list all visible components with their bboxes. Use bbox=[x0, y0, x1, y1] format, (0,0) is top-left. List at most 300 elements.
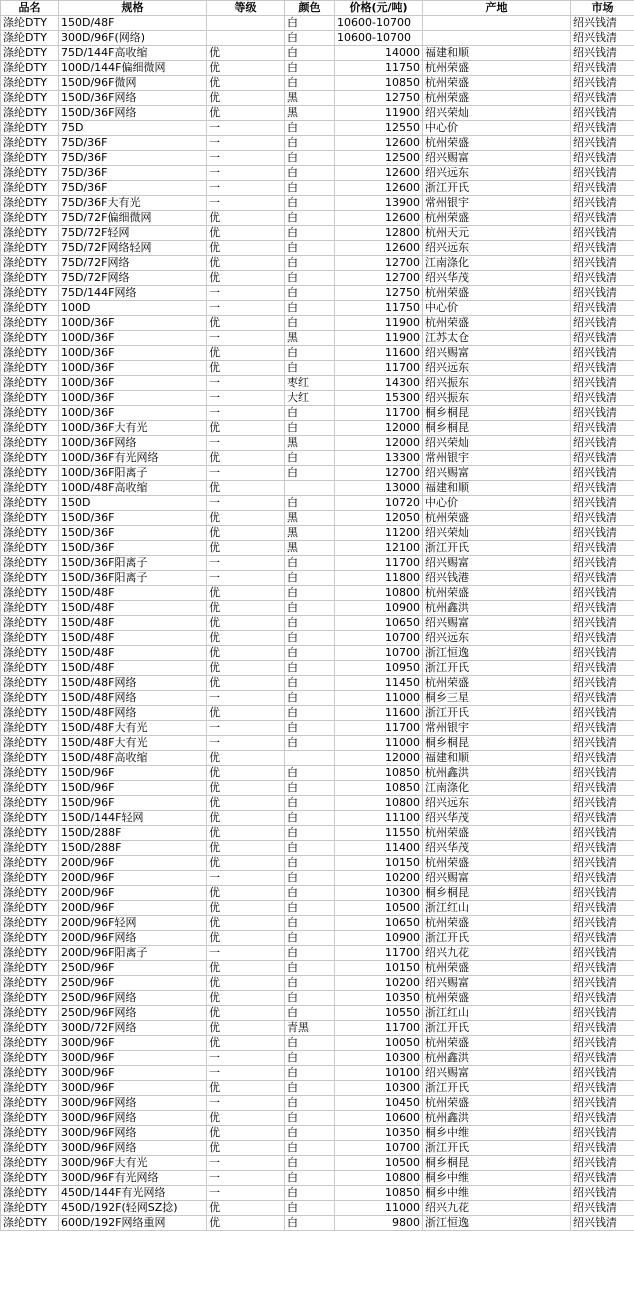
cell-product: 涤纶DTY bbox=[1, 751, 59, 766]
cell-product: 涤纶DTY bbox=[1, 436, 59, 451]
cell-market: 绍兴钱清 bbox=[571, 256, 634, 271]
cell-spec: 150D/48F bbox=[59, 586, 207, 601]
cell-market: 绍兴钱清 bbox=[571, 1126, 634, 1141]
cell-origin: 杭州荣盛 bbox=[423, 211, 571, 226]
cell-origin: 杭州鑫洪 bbox=[423, 1111, 571, 1126]
cell-origin: 杭州荣盛 bbox=[423, 586, 571, 601]
cell-color: 白 bbox=[285, 796, 335, 811]
cell-origin: 杭州荣盛 bbox=[423, 826, 571, 841]
cell-price: 13300 bbox=[335, 451, 423, 466]
cell-product: 涤纶DTY bbox=[1, 841, 59, 856]
cell-origin: 绍兴华茂 bbox=[423, 841, 571, 856]
cell-origin: 福建和顺 bbox=[423, 751, 571, 766]
cell-color: 白 bbox=[285, 166, 335, 181]
table-row bbox=[1, 181, 634, 196]
table-body bbox=[1, 16, 634, 1231]
cell-market: 绍兴钱清 bbox=[571, 1021, 634, 1036]
cell-grade: 一 bbox=[207, 196, 285, 211]
cell-origin: 杭州荣盛 bbox=[423, 316, 571, 331]
cell-spec: 150D/48F大有光 bbox=[59, 721, 207, 736]
table-row bbox=[1, 916, 634, 931]
cell-market: 绍兴钱清 bbox=[571, 496, 634, 511]
cell-color: 白 bbox=[285, 871, 335, 886]
cell-market: 绍兴钱清 bbox=[571, 286, 634, 301]
cell-product: 涤纶DTY bbox=[1, 1156, 59, 1171]
cell-color: 白 bbox=[285, 76, 335, 91]
cell-color: 白 bbox=[285, 121, 335, 136]
cell-origin: 常州银宇 bbox=[423, 451, 571, 466]
cell-price: 11450 bbox=[335, 676, 423, 691]
cell-market: 绍兴钱清 bbox=[571, 841, 634, 856]
cell-spec: 200D/96F轻网 bbox=[59, 916, 207, 931]
cell-grade: 优 bbox=[207, 1216, 285, 1231]
cell-product: 涤纶DTY bbox=[1, 286, 59, 301]
cell-spec: 150D/288F bbox=[59, 841, 207, 856]
cell-price: 10350 bbox=[335, 991, 423, 1006]
table-row bbox=[1, 226, 634, 241]
cell-color: 白 bbox=[285, 1186, 335, 1201]
cell-market: 绍兴钱清 bbox=[571, 856, 634, 871]
table-row bbox=[1, 1111, 634, 1126]
cell-spec: 150D/36F网络 bbox=[59, 91, 207, 106]
cell-market: 绍兴钱清 bbox=[571, 451, 634, 466]
cell-color: 白 bbox=[285, 361, 335, 376]
cell-price: 11700 bbox=[335, 946, 423, 961]
cell-price: 11700 bbox=[335, 406, 423, 421]
cell-color: 白 bbox=[285, 181, 335, 196]
cell-origin: 中心价 bbox=[423, 301, 571, 316]
cell-grade: 一 bbox=[207, 571, 285, 586]
cell-color: 白 bbox=[285, 46, 335, 61]
cell-market: 绍兴钱清 bbox=[571, 631, 634, 646]
cell-product: 涤纶DTY bbox=[1, 1081, 59, 1096]
cell-spec: 250D/96F bbox=[59, 976, 207, 991]
cell-spec: 300D/72F网络 bbox=[59, 1021, 207, 1036]
cell-spec: 300D/96F bbox=[59, 1051, 207, 1066]
cell-price: 10650 bbox=[335, 916, 423, 931]
cell-color: 白 bbox=[285, 1171, 335, 1186]
cell-market: 绍兴钱清 bbox=[571, 331, 634, 346]
cell-spec: 150D/48F bbox=[59, 661, 207, 676]
cell-spec: 100D/36F有光网络 bbox=[59, 451, 207, 466]
cell-color: 白 bbox=[285, 16, 335, 31]
cell-color: 白 bbox=[285, 1141, 335, 1156]
cell-spec: 150D/48F bbox=[59, 631, 207, 646]
cell-origin: 杭州天元 bbox=[423, 226, 571, 241]
cell-color: 白 bbox=[285, 421, 335, 436]
cell-color: 白 bbox=[285, 1096, 335, 1111]
table-row bbox=[1, 781, 634, 796]
table-row bbox=[1, 751, 634, 766]
table-row bbox=[1, 286, 634, 301]
table-row bbox=[1, 766, 634, 781]
table-row bbox=[1, 736, 634, 751]
cell-price: 11700 bbox=[335, 1021, 423, 1036]
cell-color: 黑 bbox=[285, 526, 335, 541]
cell-grade: 一 bbox=[207, 301, 285, 316]
cell-product: 涤纶DTY bbox=[1, 1036, 59, 1051]
cell-color: 白 bbox=[285, 1051, 335, 1066]
table-row bbox=[1, 796, 634, 811]
table-row bbox=[1, 46, 634, 61]
cell-product: 涤纶DTY bbox=[1, 1111, 59, 1126]
cell-color: 白 bbox=[285, 931, 335, 946]
cell-spec: 250D/96F网络 bbox=[59, 991, 207, 1006]
header-row bbox=[1, 1, 634, 16]
cell-grade: 优 bbox=[207, 61, 285, 76]
cell-price: 10700 bbox=[335, 1141, 423, 1156]
cell-spec: 150D bbox=[59, 496, 207, 511]
cell-grade: 优 bbox=[207, 676, 285, 691]
table-row bbox=[1, 661, 634, 676]
cell-grade: 优 bbox=[207, 1141, 285, 1156]
cell-spec: 75D/72F轻网 bbox=[59, 226, 207, 241]
cell-spec: 450D/192F(轻网SZ捻) bbox=[59, 1201, 207, 1216]
table-row bbox=[1, 496, 634, 511]
cell-origin: 杭州荣盛 bbox=[423, 286, 571, 301]
cell-price: 12000 bbox=[335, 421, 423, 436]
cell-product: 涤纶DTY bbox=[1, 661, 59, 676]
cell-origin: 浙江红山 bbox=[423, 901, 571, 916]
cell-grade: 优 bbox=[207, 46, 285, 61]
cell-color: 白 bbox=[285, 616, 335, 631]
cell-market: 绍兴钱清 bbox=[571, 1111, 634, 1126]
cell-spec: 75D/144F网络 bbox=[59, 286, 207, 301]
cell-price: 11000 bbox=[335, 691, 423, 706]
cell-price: 10550 bbox=[335, 1006, 423, 1021]
cell-color: 白 bbox=[285, 586, 335, 601]
cell-spec: 100D/36F bbox=[59, 391, 207, 406]
cell-grade: 一 bbox=[207, 391, 285, 406]
cell-price: 15300 bbox=[335, 391, 423, 406]
table-row bbox=[1, 601, 634, 616]
cell-color: 白 bbox=[285, 946, 335, 961]
cell-market: 绍兴钱清 bbox=[571, 91, 634, 106]
table-row bbox=[1, 136, 634, 151]
table-row bbox=[1, 1201, 634, 1216]
cell-spec: 150D/96F微网 bbox=[59, 76, 207, 91]
cell-grade: 优 bbox=[207, 841, 285, 856]
cell-product: 涤纶DTY bbox=[1, 76, 59, 91]
cell-market: 绍兴钱清 bbox=[571, 136, 634, 151]
cell-price: 12600 bbox=[335, 241, 423, 256]
cell-origin: 杭州荣盛 bbox=[423, 136, 571, 151]
cell-color: 白 bbox=[285, 661, 335, 676]
cell-grade: 一 bbox=[207, 1066, 285, 1081]
cell-grade: 优 bbox=[207, 931, 285, 946]
cell-spec: 600D/192F网络重网 bbox=[59, 1216, 207, 1231]
table-row bbox=[1, 646, 634, 661]
cell-price: 10650 bbox=[335, 616, 423, 631]
cell-price: 10350 bbox=[335, 1126, 423, 1141]
cell-price: 12800 bbox=[335, 226, 423, 241]
cell-price: 10150 bbox=[335, 856, 423, 871]
cell-price: 11200 bbox=[335, 526, 423, 541]
cell-grade: 优 bbox=[207, 541, 285, 556]
cell-market: 绍兴钱清 bbox=[571, 796, 634, 811]
cell-market: 绍兴钱清 bbox=[571, 1081, 634, 1096]
table-row bbox=[1, 421, 634, 436]
cell-spec: 150D/36F bbox=[59, 541, 207, 556]
cell-price: 10150 bbox=[335, 961, 423, 976]
cell-color bbox=[285, 751, 335, 766]
cell-color: 白 bbox=[285, 901, 335, 916]
cell-color: 白 bbox=[285, 1156, 335, 1171]
table-row bbox=[1, 91, 634, 106]
table-row bbox=[1, 346, 634, 361]
cell-origin: 绍兴钱港 bbox=[423, 571, 571, 586]
cell-market: 绍兴钱清 bbox=[571, 1036, 634, 1051]
cell-market: 绍兴钱清 bbox=[571, 181, 634, 196]
cell-color: 白 bbox=[285, 706, 335, 721]
header-origin: 产地 bbox=[423, 1, 571, 16]
cell-origin: 绍兴九花 bbox=[423, 946, 571, 961]
cell-product: 涤纶DTY bbox=[1, 826, 59, 841]
cell-origin: 浙江恒逸 bbox=[423, 646, 571, 661]
cell-price: 10200 bbox=[335, 976, 423, 991]
cell-origin: 杭州荣盛 bbox=[423, 916, 571, 931]
cell-color: 白 bbox=[285, 646, 335, 661]
cell-color: 白 bbox=[285, 631, 335, 646]
cell-market: 绍兴钱清 bbox=[571, 1066, 634, 1081]
table-row bbox=[1, 301, 634, 316]
cell-color: 白 bbox=[285, 961, 335, 976]
cell-price: 10900 bbox=[335, 601, 423, 616]
cell-price: 12750 bbox=[335, 91, 423, 106]
cell-color: 白 bbox=[285, 1201, 335, 1216]
cell-origin: 绍兴赐富 bbox=[423, 151, 571, 166]
cell-origin: 绍兴赐富 bbox=[423, 1066, 571, 1081]
cell-origin bbox=[423, 16, 571, 31]
cell-market: 绍兴钱清 bbox=[571, 1201, 634, 1216]
cell-grade: 一 bbox=[207, 946, 285, 961]
cell-color: 黑 bbox=[285, 541, 335, 556]
cell-grade: 优 bbox=[207, 271, 285, 286]
cell-product: 涤纶DTY bbox=[1, 976, 59, 991]
cell-product: 涤纶DTY bbox=[1, 151, 59, 166]
table-row bbox=[1, 976, 634, 991]
cell-price: 12600 bbox=[335, 136, 423, 151]
cell-grade: 一 bbox=[207, 136, 285, 151]
cell-market: 绍兴钱清 bbox=[571, 196, 634, 211]
cell-price: 11100 bbox=[335, 811, 423, 826]
cell-price: 10900 bbox=[335, 931, 423, 946]
cell-product: 涤纶DTY bbox=[1, 1201, 59, 1216]
cell-product: 涤纶DTY bbox=[1, 91, 59, 106]
cell-grade: 优 bbox=[207, 106, 285, 121]
cell-market: 绍兴钱清 bbox=[571, 61, 634, 76]
table-row bbox=[1, 901, 634, 916]
cell-origin: 杭州荣盛 bbox=[423, 991, 571, 1006]
cell-market: 绍兴钱清 bbox=[571, 676, 634, 691]
cell-price: 10100 bbox=[335, 1066, 423, 1081]
cell-product: 涤纶DTY bbox=[1, 196, 59, 211]
cell-spec: 300D/96F有光网络 bbox=[59, 1171, 207, 1186]
cell-product: 涤纶DTY bbox=[1, 631, 59, 646]
table-row bbox=[1, 481, 634, 496]
cell-spec: 75D/72F网络 bbox=[59, 271, 207, 286]
cell-color: 白 bbox=[285, 151, 335, 166]
cell-price: 11700 bbox=[335, 556, 423, 571]
cell-grade: 优 bbox=[207, 1081, 285, 1096]
cell-product: 涤纶DTY bbox=[1, 1171, 59, 1186]
cell-product: 涤纶DTY bbox=[1, 1186, 59, 1201]
cell-grade: 优 bbox=[207, 796, 285, 811]
cell-price: 11600 bbox=[335, 706, 423, 721]
cell-market: 绍兴钱清 bbox=[571, 781, 634, 796]
cell-price: 11750 bbox=[335, 301, 423, 316]
cell-market: 绍兴钱清 bbox=[571, 46, 634, 61]
cell-grade: 优 bbox=[207, 781, 285, 796]
cell-product: 涤纶DTY bbox=[1, 601, 59, 616]
cell-product: 涤纶DTY bbox=[1, 541, 59, 556]
cell-grade: 一 bbox=[207, 406, 285, 421]
cell-origin: 绍兴赐富 bbox=[423, 871, 571, 886]
table-row bbox=[1, 871, 634, 886]
table-row bbox=[1, 826, 634, 841]
cell-grade: 优 bbox=[207, 916, 285, 931]
cell-grade: 一 bbox=[207, 436, 285, 451]
cell-product: 涤纶DTY bbox=[1, 916, 59, 931]
cell-origin: 绍兴荣灿 bbox=[423, 526, 571, 541]
cell-color: 白 bbox=[285, 721, 335, 736]
header-price: 价格(元/吨) bbox=[335, 1, 423, 16]
cell-price: 10800 bbox=[335, 1171, 423, 1186]
cell-product: 涤纶DTY bbox=[1, 241, 59, 256]
cell-color: 黑 bbox=[285, 331, 335, 346]
cell-product: 涤纶DTY bbox=[1, 721, 59, 736]
cell-price: 11550 bbox=[335, 826, 423, 841]
table-row bbox=[1, 1036, 634, 1051]
cell-grade: 优 bbox=[207, 706, 285, 721]
cell-grade: 优 bbox=[207, 961, 285, 976]
table-row bbox=[1, 31, 634, 46]
cell-spec: 150D/36F阳离子 bbox=[59, 571, 207, 586]
cell-price: 10450 bbox=[335, 1096, 423, 1111]
cell-product: 涤纶DTY bbox=[1, 796, 59, 811]
cell-product: 涤纶DTY bbox=[1, 46, 59, 61]
cell-price: 10850 bbox=[335, 1186, 423, 1201]
cell-price: 12700 bbox=[335, 256, 423, 271]
cell-product: 涤纶DTY bbox=[1, 256, 59, 271]
cell-color: 白 bbox=[285, 211, 335, 226]
cell-spec: 150D/144F轻网 bbox=[59, 811, 207, 826]
cell-market: 绍兴钱清 bbox=[571, 1141, 634, 1156]
cell-product: 涤纶DTY bbox=[1, 1066, 59, 1081]
table-row bbox=[1, 241, 634, 256]
cell-origin: 绍兴远东 bbox=[423, 241, 571, 256]
cell-market: 绍兴钱清 bbox=[571, 826, 634, 841]
table-row bbox=[1, 316, 634, 331]
table-row bbox=[1, 511, 634, 526]
cell-color: 白 bbox=[285, 976, 335, 991]
cell-spec: 75D/36F bbox=[59, 151, 207, 166]
table-row bbox=[1, 931, 634, 946]
cell-grade: 优 bbox=[207, 616, 285, 631]
cell-price: 11900 bbox=[335, 331, 423, 346]
cell-price: 10800 bbox=[335, 796, 423, 811]
table-row bbox=[1, 691, 634, 706]
cell-market: 绍兴钱清 bbox=[571, 166, 634, 181]
cell-spec: 150D/48F大有光 bbox=[59, 736, 207, 751]
table-row bbox=[1, 106, 634, 121]
cell-market: 绍兴钱清 bbox=[571, 931, 634, 946]
cell-origin: 桐乡桐昆 bbox=[423, 886, 571, 901]
table-row bbox=[1, 556, 634, 571]
cell-spec: 100D/36F阳离子 bbox=[59, 466, 207, 481]
cell-spec: 150D/48F网络 bbox=[59, 706, 207, 721]
cell-color: 白 bbox=[285, 886, 335, 901]
cell-grade: 优 bbox=[207, 346, 285, 361]
cell-market: 绍兴钱清 bbox=[571, 1216, 634, 1231]
cell-price: 12050 bbox=[335, 511, 423, 526]
cell-spec: 75D/36F bbox=[59, 136, 207, 151]
cell-origin: 绍兴远东 bbox=[423, 631, 571, 646]
cell-product: 涤纶DTY bbox=[1, 361, 59, 376]
cell-origin: 杭州荣盛 bbox=[423, 856, 571, 871]
cell-market: 绍兴钱清 bbox=[571, 541, 634, 556]
table-row bbox=[1, 841, 634, 856]
cell-price: 10500 bbox=[335, 1156, 423, 1171]
cell-origin: 浙江开氏 bbox=[423, 931, 571, 946]
cell-price: 12100 bbox=[335, 541, 423, 556]
cell-product: 涤纶DTY bbox=[1, 31, 59, 46]
cell-product: 涤纶DTY bbox=[1, 946, 59, 961]
cell-color: 白 bbox=[285, 346, 335, 361]
cell-product: 涤纶DTY bbox=[1, 466, 59, 481]
cell-product: 涤纶DTY bbox=[1, 856, 59, 871]
cell-spec: 150D/48F bbox=[59, 616, 207, 631]
cell-price: 11900 bbox=[335, 316, 423, 331]
cell-price: 10800 bbox=[335, 586, 423, 601]
cell-spec: 300D/96F网络 bbox=[59, 1096, 207, 1111]
cell-color: 白 bbox=[285, 826, 335, 841]
cell-price: 11900 bbox=[335, 106, 423, 121]
cell-product: 涤纶DTY bbox=[1, 901, 59, 916]
cell-origin: 桐乡桐昆 bbox=[423, 421, 571, 436]
cell-origin: 杭州荣盛 bbox=[423, 61, 571, 76]
table-row bbox=[1, 541, 634, 556]
cell-origin: 浙江开氏 bbox=[423, 181, 571, 196]
cell-color: 白 bbox=[285, 916, 335, 931]
cell-market: 绍兴钱清 bbox=[571, 316, 634, 331]
cell-origin: 福建和顺 bbox=[423, 46, 571, 61]
cell-origin: 绍兴远东 bbox=[423, 166, 571, 181]
cell-grade: 优 bbox=[207, 76, 285, 91]
cell-origin: 中心价 bbox=[423, 121, 571, 136]
cell-grade: 优 bbox=[207, 241, 285, 256]
cell-market: 绍兴钱清 bbox=[571, 526, 634, 541]
cell-spec: 150D/48F bbox=[59, 601, 207, 616]
cell-spec: 150D/36F bbox=[59, 511, 207, 526]
cell-grade: 优 bbox=[207, 1111, 285, 1126]
cell-grade: 优 bbox=[207, 766, 285, 781]
cell-grade: 优 bbox=[207, 91, 285, 106]
cell-color: 白 bbox=[285, 856, 335, 871]
table-row bbox=[1, 151, 634, 166]
cell-spec: 200D/96F bbox=[59, 886, 207, 901]
cell-grade: 优 bbox=[207, 631, 285, 646]
cell-product: 涤纶DTY bbox=[1, 766, 59, 781]
cell-grade: 优 bbox=[207, 1036, 285, 1051]
cell-market: 绍兴钱清 bbox=[571, 151, 634, 166]
cell-price: 12700 bbox=[335, 466, 423, 481]
cell-market: 绍兴钱清 bbox=[571, 751, 634, 766]
table-row bbox=[1, 1096, 634, 1111]
cell-color: 黑 bbox=[285, 106, 335, 121]
cell-market: 绍兴钱清 bbox=[571, 586, 634, 601]
table-row bbox=[1, 451, 634, 466]
